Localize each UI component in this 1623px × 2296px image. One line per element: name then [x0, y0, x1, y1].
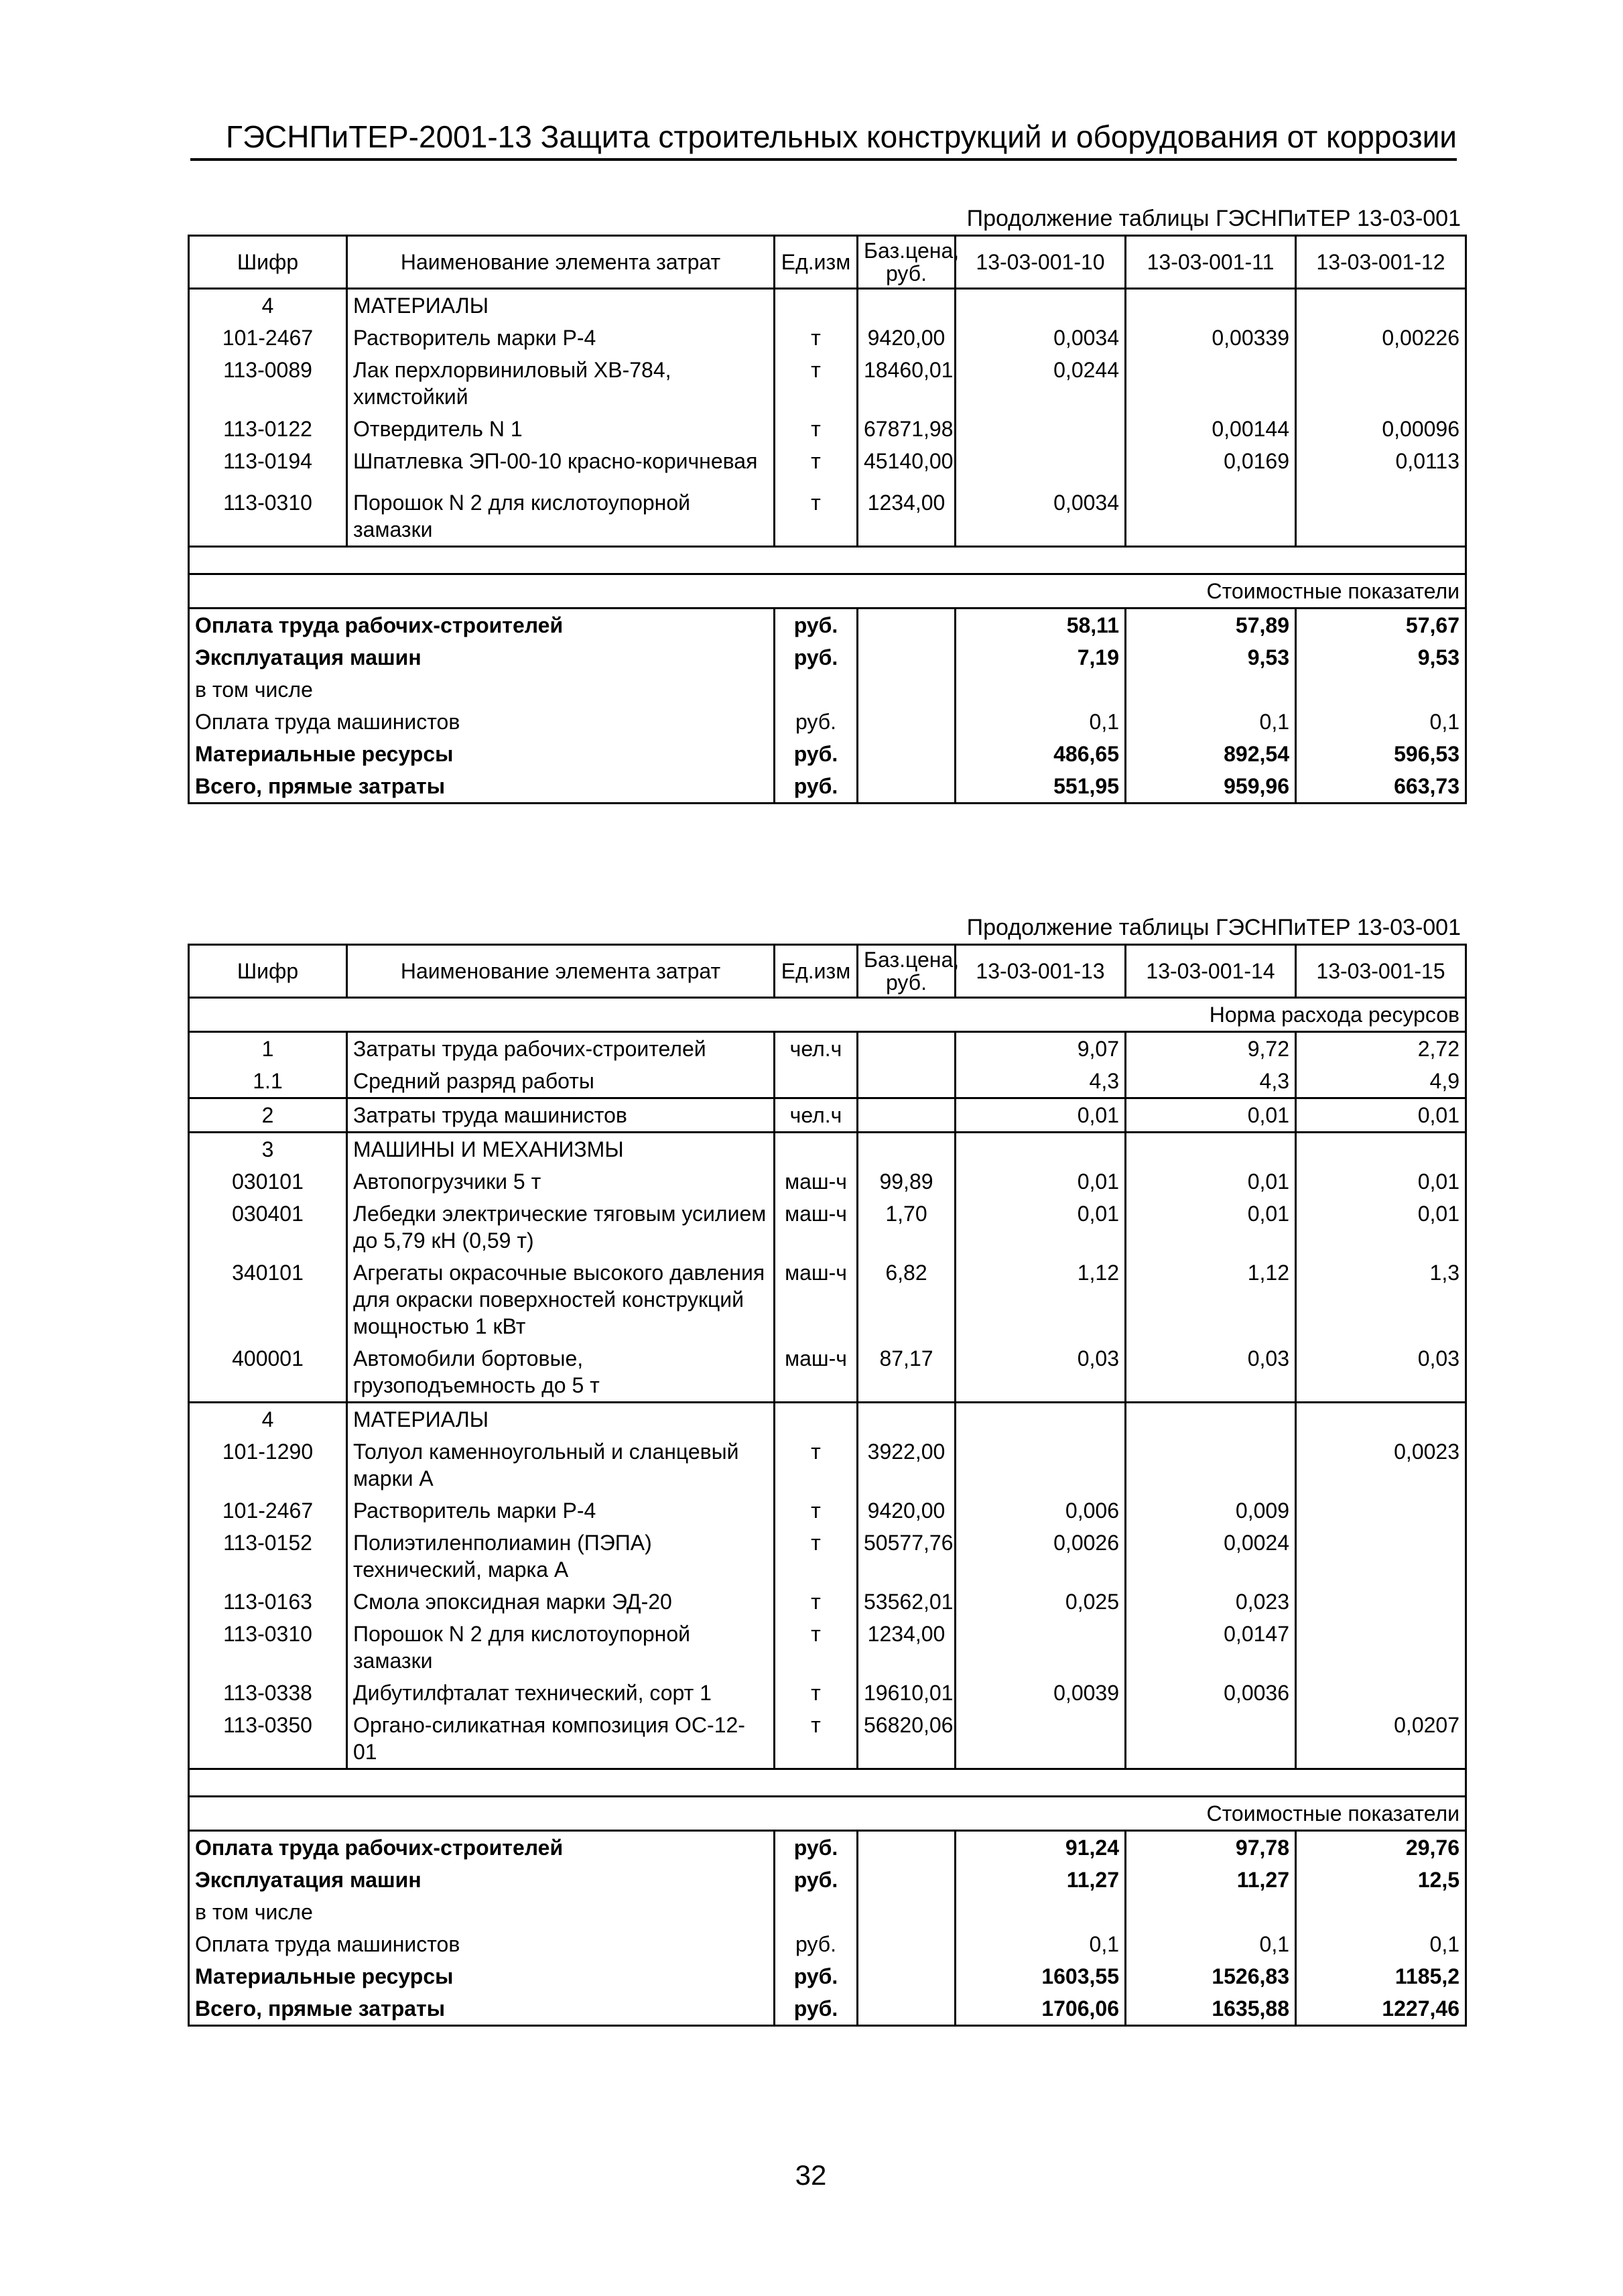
row-code: 2	[189, 1098, 347, 1133]
table-row	[189, 1098, 1466, 1133]
row-code: 101-1290	[189, 1436, 347, 1494]
row-value: 0,03	[1296, 1342, 1466, 1403]
row-value: 0,0147	[1126, 1618, 1296, 1677]
spacer-cell	[189, 547, 1466, 574]
row-code: 1.1	[189, 1065, 347, 1098]
row-value: 0,01	[1126, 1198, 1296, 1257]
row-value: 0,0024	[1126, 1527, 1296, 1586]
row-unit: маш-ч	[775, 1342, 858, 1403]
row-value: 0,00226	[1296, 322, 1466, 354]
summary-name: Оплата труда машинистов	[189, 706, 775, 738]
summary-row	[189, 1896, 1466, 1928]
table-row	[189, 1618, 1466, 1677]
empty-cell	[858, 1960, 956, 1992]
col-header-unit: Ед.изм	[775, 236, 858, 289]
summary-value: 892,54	[1126, 738, 1296, 770]
row-price: 87,17	[858, 1342, 956, 1403]
summary-value: 97,78	[1126, 1831, 1296, 1864]
row-unit: т	[775, 1436, 858, 1494]
row-name: Шпатлевка ЭП-00-10 красно-коричневая	[347, 445, 775, 487]
table-row	[189, 354, 1466, 413]
row-value: 0,01	[956, 1198, 1126, 1257]
summary-value: 0,1	[956, 1928, 1126, 1960]
summary-value	[956, 674, 1126, 706]
row-code: 113-0122	[189, 413, 347, 445]
row-value	[956, 1709, 1126, 1769]
section-title: МАТЕРИАЛЫ	[347, 1403, 775, 1436]
summary-name: Материальные ресурсы	[189, 1960, 775, 1992]
summary-name: Всего, прямые затраты	[189, 770, 775, 804]
summary-unit: руб.	[775, 609, 858, 642]
row-name: Смола эпоксидная марки ЭД-20	[347, 1586, 775, 1618]
row-name: Порошок N 2 для кислотоупорной замазки	[347, 1618, 775, 1677]
table-caption: Продолжение таблицы ГЭСНПиТЕР 13-03-001	[966, 915, 1461, 940]
summary-unit: руб.	[775, 706, 858, 738]
summary-value: 1185,2	[1296, 1960, 1466, 1992]
empty-cell	[858, 1992, 956, 2026]
empty-cell	[858, 706, 956, 738]
row-code: 113-0163	[189, 1586, 347, 1618]
row-value: 0,0036	[1126, 1677, 1296, 1709]
row-unit: т	[775, 413, 858, 445]
table-body	[189, 289, 1466, 804]
summary-value: 0,1	[1126, 1928, 1296, 1960]
summary-value: 959,96	[1126, 770, 1296, 804]
row-unit: т	[775, 1494, 858, 1527]
row-unit: т	[775, 354, 858, 413]
summary-value: 1227,46	[1296, 1992, 1466, 2026]
row-code: 101-2467	[189, 322, 347, 354]
row-unit: чел.ч	[775, 1032, 858, 1066]
row-value: 9,07	[956, 1032, 1126, 1066]
empty-cell	[956, 1133, 1126, 1166]
row-price: 18460,01	[858, 354, 956, 413]
row-value	[1296, 1677, 1466, 1709]
band-row	[189, 998, 1466, 1032]
col-header-code-3: 13-03-001-12	[1296, 236, 1466, 289]
row-code: 113-0310	[189, 1618, 347, 1677]
summary-value: 57,67	[1296, 609, 1466, 642]
table-row	[189, 1586, 1466, 1618]
row-unit: т	[775, 322, 858, 354]
col-header-code-1: 13-03-001-10	[956, 236, 1126, 289]
empty-cell	[956, 1403, 1126, 1436]
row-name: Дибутилфталат технический, сорт 1	[347, 1677, 775, 1709]
row-unit: т	[775, 1586, 858, 1618]
summary-value: 9,53	[1126, 641, 1296, 674]
row-code: 113-0089	[189, 354, 347, 413]
row-unit	[775, 1065, 858, 1098]
row-price	[858, 1032, 956, 1066]
summary-row	[189, 706, 1466, 738]
summary-value: 486,65	[956, 738, 1126, 770]
row-name: Лак перхлорвиниловый ХВ-784, химстойкий	[347, 354, 775, 413]
summary-value: 0,1	[1296, 1928, 1466, 1960]
row-name: Агрегаты окрасочные высокого давления для окраски поверхностей конструкций мощностью 1 кВт	[347, 1257, 775, 1342]
band-label: Стоимостные показатели	[189, 1797, 1466, 1831]
row-value: 0,01	[956, 1165, 1126, 1198]
row-code: 340101	[189, 1257, 347, 1342]
col-header-code-2: 13-03-001-11	[1126, 236, 1296, 289]
summary-row	[189, 641, 1466, 674]
summary-value: 1603,55	[956, 1960, 1126, 1992]
empty-cell	[1296, 1133, 1466, 1166]
row-value: 0,0207	[1296, 1709, 1466, 1769]
empty-cell	[858, 1864, 956, 1896]
section-row	[189, 1133, 1466, 1166]
table-caption: Продолжение таблицы ГЭСНПиТЕР 13-03-001	[966, 206, 1461, 231]
row-value: 0,0113	[1296, 445, 1466, 487]
col-header-code-3: 13-03-001-15	[1296, 945, 1466, 998]
row-unit: т	[775, 487, 858, 547]
summary-value: 91,24	[956, 1831, 1126, 1864]
band-row	[189, 1797, 1466, 1831]
summary-unit	[775, 674, 858, 706]
row-price: 99,89	[858, 1165, 956, 1198]
row-price: 9420,00	[858, 1494, 956, 1527]
summary-value: 551,95	[956, 770, 1126, 804]
row-code: 113-0194	[189, 445, 347, 487]
row-code: 101-2467	[189, 1494, 347, 1527]
row-value: 0,01	[1126, 1165, 1296, 1198]
table-row	[189, 445, 1466, 487]
empty-cell	[858, 738, 956, 770]
summary-name: Оплата труда машинистов	[189, 1928, 775, 1960]
row-value: 9,72	[1126, 1032, 1296, 1066]
table-row	[189, 1198, 1466, 1257]
summary-unit: руб.	[775, 1928, 858, 1960]
empty-cell	[858, 674, 956, 706]
empty-cell	[1126, 289, 1296, 322]
row-code: 400001	[189, 1342, 347, 1403]
spacer-row	[189, 1769, 1466, 1797]
row-value	[1296, 1618, 1466, 1677]
summary-unit: руб.	[775, 641, 858, 674]
table-row	[189, 1527, 1466, 1586]
row-price	[858, 1098, 956, 1133]
row-name: Средний разряд работы	[347, 1065, 775, 1098]
row-name: Полиэтиленполиамин (ПЭПА) технический, марка А	[347, 1527, 775, 1586]
row-unit: т	[775, 1677, 858, 1709]
summary-value: 0,1	[1296, 706, 1466, 738]
section-title: МАТЕРИАЛЫ	[347, 289, 775, 322]
section-row	[189, 1403, 1466, 1436]
summary-unit	[775, 1896, 858, 1928]
col-header-unit: Ед.изм	[775, 945, 858, 998]
section-row	[189, 289, 1466, 322]
summary-value: 0,1	[956, 706, 1126, 738]
table-row	[189, 1436, 1466, 1494]
summary-row	[189, 1831, 1466, 1864]
col-header-name: Наименование элемента затрат	[347, 945, 775, 998]
empty-cell	[858, 289, 956, 322]
summary-row	[189, 1960, 1466, 1992]
summary-value: 0,1	[1126, 706, 1296, 738]
col-header-code: Шифр	[189, 236, 347, 289]
row-code: 113-0152	[189, 1527, 347, 1586]
row-value: 1,12	[1126, 1257, 1296, 1342]
row-value: 0,0034	[956, 322, 1126, 354]
summary-value: 11,27	[956, 1864, 1126, 1896]
row-price: 53562,01	[858, 1586, 956, 1618]
row-value: 0,00339	[1126, 322, 1296, 354]
row-name: Порошок N 2 для кислотоупорной замазки	[347, 487, 775, 547]
row-code: 1	[189, 1032, 347, 1066]
row-name: Затраты труда рабочих-строителей	[347, 1032, 775, 1066]
summary-value	[1296, 674, 1466, 706]
row-unit: т	[775, 1709, 858, 1769]
summary-value: 29,76	[1296, 1831, 1466, 1864]
empty-cell	[1296, 289, 1466, 322]
row-value	[1296, 354, 1466, 413]
band-label: Стоимостные показатели	[189, 574, 1466, 609]
summary-row	[189, 1864, 1466, 1896]
col-header-code: Шифр	[189, 945, 347, 998]
row-name: Отвердитель N 1	[347, 413, 775, 445]
summary-unit: руб.	[775, 1831, 858, 1864]
summary-name: Оплата труда рабочих-строителей	[189, 609, 775, 642]
summary-unit: руб.	[775, 1992, 858, 2026]
page-header: ГЭСНПиТЕР-2001-13 Защита строительных конструкций и оборудования от коррозии	[190, 119, 1457, 161]
row-code: 030401	[189, 1198, 347, 1257]
row-name: Автомобили бортовые, грузоподъемность до 5 т	[347, 1342, 775, 1403]
row-unit: т	[775, 445, 858, 487]
empty-cell	[1126, 1133, 1296, 1166]
row-value	[1126, 1436, 1296, 1494]
summary-name: Эксплуатация машин	[189, 641, 775, 674]
resource-table-1	[188, 235, 1467, 804]
row-price	[858, 1065, 956, 1098]
empty-cell	[858, 1831, 956, 1864]
row-value: 4,9	[1296, 1065, 1466, 1098]
table-row	[189, 1165, 1466, 1198]
table-header-row	[189, 945, 1466, 998]
table-row	[189, 487, 1466, 547]
row-value: 0,025	[956, 1586, 1126, 1618]
empty-cell	[858, 609, 956, 642]
summary-unit: руб.	[775, 738, 858, 770]
table-row	[189, 1032, 1466, 1066]
row-value: 0,00096	[1296, 413, 1466, 445]
summary-name: в том числе	[189, 674, 775, 706]
row-value: 1,3	[1296, 1257, 1466, 1342]
summary-name: Оплата труда рабочих-строителей	[189, 1831, 775, 1864]
row-value: 0,01	[1296, 1165, 1466, 1198]
row-value: 0,0169	[1126, 445, 1296, 487]
row-value: 0,0034	[956, 487, 1126, 547]
table-row	[189, 1065, 1466, 1098]
row-value	[956, 1436, 1126, 1494]
col-header-code-1: 13-03-001-13	[956, 945, 1126, 998]
row-value: 0,03	[1126, 1342, 1296, 1403]
summary-row	[189, 674, 1466, 706]
row-price: 50577,76	[858, 1527, 956, 1586]
summary-unit: руб.	[775, 1960, 858, 1992]
resource-table-2	[188, 944, 1467, 2027]
summary-name: в том числе	[189, 1896, 775, 1928]
spacer-cell	[189, 1769, 1466, 1797]
empty-cell	[956, 289, 1126, 322]
section-title: МАШИНЫ И МЕХАНИЗМЫ	[347, 1133, 775, 1166]
summary-value	[956, 1896, 1126, 1928]
row-value: 0,006	[956, 1494, 1126, 1527]
summary-name: Материальные ресурсы	[189, 738, 775, 770]
row-price: 56820,06	[858, 1709, 956, 1769]
row-price: 45140,00	[858, 445, 956, 487]
row-value	[1126, 1709, 1296, 1769]
empty-cell	[1296, 1403, 1466, 1436]
row-price: 67871,98	[858, 413, 956, 445]
empty-cell	[858, 1133, 956, 1166]
table-row	[189, 322, 1466, 354]
col-header-name: Наименование элемента затрат	[347, 236, 775, 289]
summary-value: 58,11	[956, 609, 1126, 642]
summary-value: 9,53	[1296, 641, 1466, 674]
row-price: 1234,00	[858, 1618, 956, 1677]
row-value: 0,01	[1296, 1198, 1466, 1257]
empty-cell	[775, 1403, 858, 1436]
summary-value: 7,19	[956, 641, 1126, 674]
empty-cell	[775, 1133, 858, 1166]
row-unit: т	[775, 1618, 858, 1677]
table-row	[189, 1677, 1466, 1709]
row-value	[956, 445, 1126, 487]
row-name: Растворитель марки Р-4	[347, 322, 775, 354]
row-value	[1296, 1494, 1466, 1527]
summary-value	[1126, 674, 1296, 706]
row-name: Толуол каменноугольный и сланцевый марки А	[347, 1436, 775, 1494]
row-price: 1234,00	[858, 487, 956, 547]
row-unit: т	[775, 1527, 858, 1586]
section-code: 4	[189, 1403, 347, 1436]
row-value: 4,3	[956, 1065, 1126, 1098]
summary-value: 57,89	[1126, 609, 1296, 642]
row-code: 030101	[189, 1165, 347, 1198]
summary-value: 1706,06	[956, 1992, 1126, 2026]
table-header-row	[189, 236, 1466, 289]
row-value	[1296, 1586, 1466, 1618]
row-value	[1126, 487, 1296, 547]
summary-value: 663,73	[1296, 770, 1466, 804]
empty-cell	[1126, 1403, 1296, 1436]
row-unit: маш-ч	[775, 1198, 858, 1257]
table-row	[189, 1342, 1466, 1403]
empty-cell	[858, 770, 956, 804]
summary-value: 11,27	[1126, 1864, 1296, 1896]
row-value	[1296, 1527, 1466, 1586]
summary-row	[189, 770, 1466, 804]
row-unit: маш-ч	[775, 1165, 858, 1198]
summary-unit: руб.	[775, 1864, 858, 1896]
row-value: 0,01	[956, 1098, 1126, 1133]
band-row	[189, 574, 1466, 609]
summary-value	[1296, 1896, 1466, 1928]
page-number: 32	[795, 2159, 827, 2191]
row-value: 1,12	[956, 1257, 1126, 1342]
row-name: Автопогрузчики 5 т	[347, 1165, 775, 1198]
row-unit: маш-ч	[775, 1257, 858, 1342]
row-name: Затраты труда машинистов	[347, 1098, 775, 1133]
row-value	[956, 1618, 1126, 1677]
summary-value: 1526,83	[1126, 1960, 1296, 1992]
table-row	[189, 413, 1466, 445]
row-value	[1126, 354, 1296, 413]
col-header-price: Баз.цена, руб.	[858, 236, 956, 289]
table-row	[189, 1494, 1466, 1527]
summary-name: Эксплуатация машин	[189, 1864, 775, 1896]
row-name: Органо-силикатная композиция ОС-12-01	[347, 1709, 775, 1769]
summary-row	[189, 1992, 1466, 2026]
row-unit: чел.ч	[775, 1098, 858, 1133]
row-value: 0,023	[1126, 1586, 1296, 1618]
row-value: 0,0023	[1296, 1436, 1466, 1494]
table-row	[189, 1709, 1466, 1769]
row-code: 113-0350	[189, 1709, 347, 1769]
row-price: 1,70	[858, 1198, 956, 1257]
row-price: 6,82	[858, 1257, 956, 1342]
row-price: 3922,00	[858, 1436, 956, 1494]
row-code: 113-0338	[189, 1677, 347, 1709]
summary-unit: руб.	[775, 770, 858, 804]
row-name: Лебедки электрические тяговым усилием до 5,79 кН (0,59 т)	[347, 1198, 775, 1257]
spacer-row	[189, 547, 1466, 574]
empty-cell	[775, 289, 858, 322]
empty-cell	[858, 641, 956, 674]
table-row	[189, 1257, 1466, 1342]
row-value: 4,3	[1126, 1065, 1296, 1098]
summary-value	[1126, 1896, 1296, 1928]
row-name: Растворитель марки Р-4	[347, 1494, 775, 1527]
row-value: 2,72	[1296, 1032, 1466, 1066]
col-header-price: Баз.цена, руб.	[858, 945, 956, 998]
row-value	[956, 413, 1126, 445]
table-body	[189, 998, 1466, 2026]
row-value: 0,01	[1126, 1098, 1296, 1133]
section-code: 3	[189, 1133, 347, 1166]
empty-cell	[858, 1403, 956, 1436]
summary-row	[189, 1928, 1466, 1960]
row-value: 0,009	[1126, 1494, 1296, 1527]
row-value	[1296, 487, 1466, 547]
empty-cell	[858, 1896, 956, 1928]
summary-value: 596,53	[1296, 738, 1466, 770]
row-value: 0,0244	[956, 354, 1126, 413]
empty-cell	[858, 1928, 956, 1960]
section-code: 4	[189, 289, 347, 322]
row-price: 19610,01	[858, 1677, 956, 1709]
row-value: 0,0039	[956, 1677, 1126, 1709]
row-value: 0,03	[956, 1342, 1126, 1403]
summary-value: 1635,88	[1126, 1992, 1296, 2026]
band-label: Норма расхода ресурсов	[189, 998, 1466, 1032]
summary-row	[189, 609, 1466, 642]
summary-row	[189, 738, 1466, 770]
row-value: 0,00144	[1126, 413, 1296, 445]
row-price: 9420,00	[858, 322, 956, 354]
col-header-code-2: 13-03-001-14	[1126, 945, 1296, 998]
summary-name: Всего, прямые затраты	[189, 1992, 775, 2026]
row-value: 0,01	[1296, 1098, 1466, 1133]
row-code: 113-0310	[189, 487, 347, 547]
summary-value: 12,5	[1296, 1864, 1466, 1896]
row-value: 0,0026	[956, 1527, 1126, 1586]
